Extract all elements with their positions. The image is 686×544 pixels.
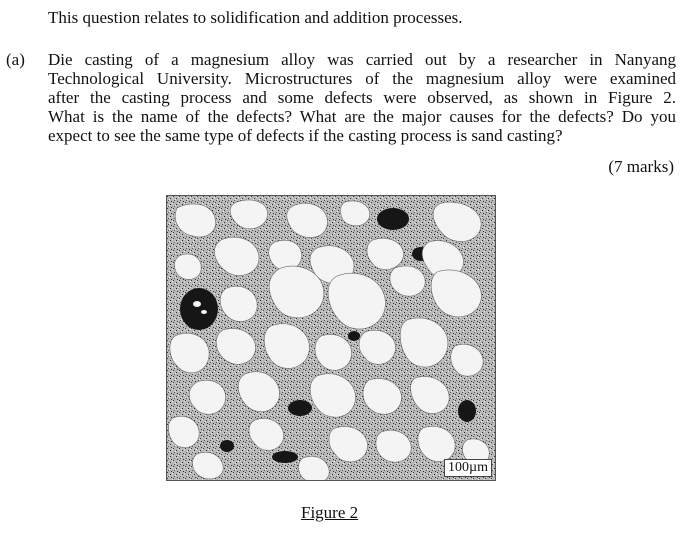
marks-label: (7 marks) [608,157,674,176]
question-label: (a) [6,50,25,69]
figure-caption: Figure 2 [301,503,359,522]
question-line-1: Die casting of a magnesium alloy was carried out by a researcher in Nanyang [48,50,676,69]
question-line-3: after the casting process and some defects were observed, as shown in Figure 2. [48,88,676,107]
scale-bar-label: 100µm [444,459,492,477]
question-body [48,50,676,145]
question-line-4: What is the name of the defects? What are the major causes for the defects? Do you [48,107,676,126]
question-line-5: expect to see the same type of defects if the casting process is sand casting? [48,126,563,145]
micrograph-figure [166,195,496,481]
micrograph-image [167,196,495,480]
question-line-2: Technological University. Microstructures of the magnesium alloy were examined [48,69,676,88]
intro-text: This question relates to solidification and addition processes. [48,8,463,27]
